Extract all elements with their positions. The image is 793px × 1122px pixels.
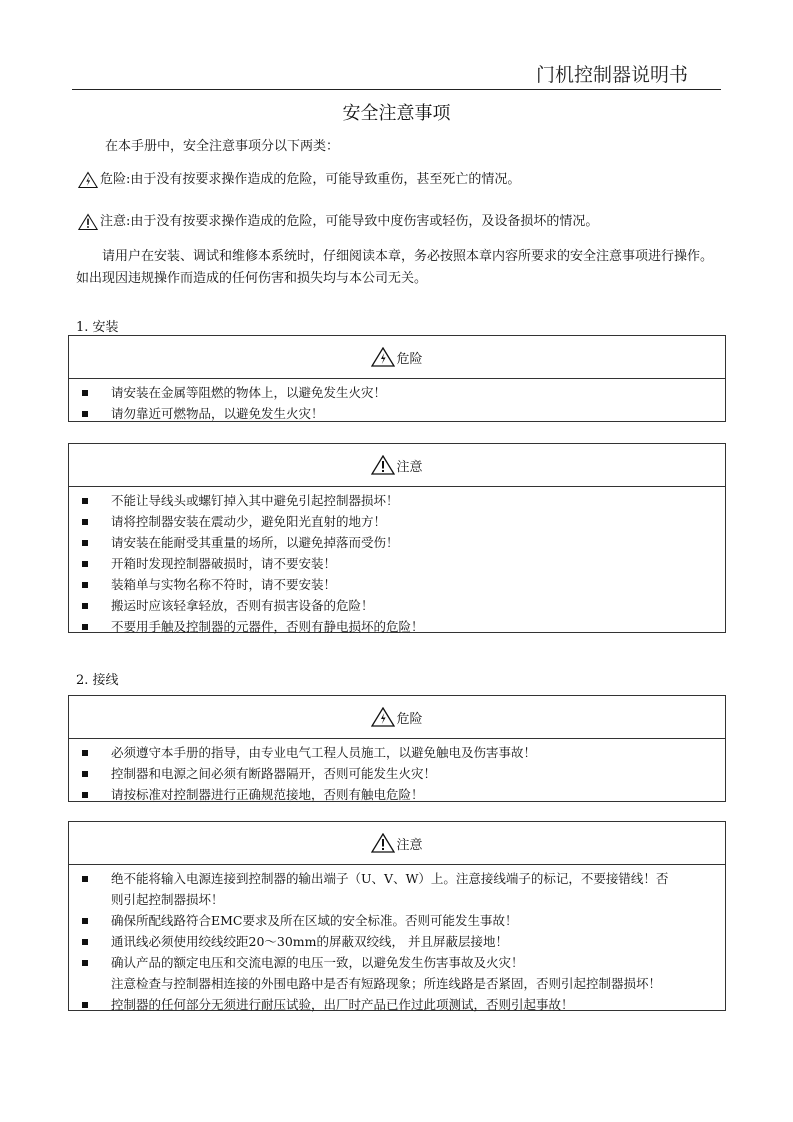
bullet-icon <box>82 771 88 777</box>
box-header <box>69 696 725 739</box>
install-caution-box <box>68 443 726 633</box>
list-item-text: 控制器的任何部分无须进行耐压试验，出厂时产品已作过此项测试，否则引起事故！ <box>111 997 574 1012</box>
box-label: 注意 <box>396 837 423 853</box>
list-item <box>69 574 725 595</box>
list-item <box>69 931 725 952</box>
list-item <box>69 763 725 784</box>
list-item <box>69 382 725 403</box>
list-item <box>69 868 725 910</box>
install-danger-box <box>68 335 726 422</box>
body-paragraph: 请用户在安装、调试和维修本系统时，仔细阅读本章，务必按照本章内容所要求的安全注意事项进行操作。如出现因违规操作而造成的任何伤害和损失均与本公司无关。 <box>76 249 714 286</box>
bullet-icon <box>82 411 88 417</box>
caution-definition <box>78 212 598 232</box>
list-item-text: 请将控制器安装在震动少，避免阳光直射的地方！ <box>111 514 387 529</box>
box-header <box>69 336 725 379</box>
list-item-text: 控制器和电源之间必须有断路器隔开，否则可能发生火灾！ <box>111 766 437 781</box>
bullet-icon <box>82 390 88 396</box>
item-list <box>69 865 725 1017</box>
bullet-icon <box>82 603 88 609</box>
list-item <box>69 553 725 574</box>
box-header <box>69 822 725 865</box>
bullet-icon <box>82 792 88 798</box>
bullet-icon <box>82 939 88 945</box>
wiring-danger-box <box>68 695 726 802</box>
bullet-icon <box>82 561 88 567</box>
list-item-text: 请安装在金属等阻燃的物体上，以避免发生火灾！ <box>111 385 387 400</box>
caution-label: 注意 <box>100 214 127 229</box>
box-header <box>69 444 725 487</box>
header-title: 门机控制器说明书 <box>535 64 688 86</box>
danger-warning-icon <box>78 171 98 189</box>
caution-warning-icon <box>371 455 395 475</box>
list-item-text: 请按标准对控制器进行正确规范接地，否则有触电危险！ <box>111 787 424 802</box>
list-item-text: 请勿靠近可燃物品，以避免发生火灾！ <box>111 406 324 421</box>
list-item-text: 不要用手触及控制器的元器件，否则有静电损坏的危险！ <box>111 619 424 634</box>
list-item-text: 确认产品的额定电压和交流电源的电压一致，以避免发生伤害事故及火灾！ <box>111 955 524 970</box>
list-item <box>69 511 725 532</box>
section-heading-install: 1. 安装 <box>76 320 119 335</box>
bullet-icon <box>82 960 88 966</box>
bullet-icon <box>82 624 88 630</box>
list-item-text: 开箱时发现控制器破损时，请不要安装！ <box>111 556 337 571</box>
box-label: 注意 <box>396 459 423 475</box>
box-label: 危险 <box>396 351 423 367</box>
list-item-text: 不能让导线头或螺钉掉入其中避免引起控制器损坏！ <box>111 493 399 508</box>
bullet-icon <box>82 918 88 924</box>
danger-definition <box>78 170 520 190</box>
list-item <box>69 994 725 1015</box>
bullet-icon <box>82 540 88 546</box>
bullet-icon <box>82 498 88 504</box>
list-item <box>69 616 725 637</box>
list-item-text: 则引起控制器损坏！ <box>111 892 224 907</box>
caution-text: :由于没有按要求操作造成的危险，可能导致中度伤害或轻伤，及设备损坏的情况。 <box>126 214 599 229</box>
danger-warning-icon <box>371 707 395 727</box>
danger-warning-icon <box>371 347 395 367</box>
list-item-text: 通讯线必须使用绞线绞距20～30mm的屏蔽双绞线， 并且屏蔽层接地！ <box>111 934 508 949</box>
list-item <box>69 403 725 424</box>
list-item-text: 请安装在能耐受其重量的场所，以避免掉落而受伤！ <box>111 535 399 550</box>
item-list <box>69 739 725 807</box>
caution-warning-icon <box>371 833 395 853</box>
list-item-text: 确保所配线路符合EMC要求及所在区域的安全标准。否则可能发生事故！ <box>111 913 518 928</box>
list-item <box>69 742 725 763</box>
list-item-text: 装箱单与实物名称不符时，请不要安装！ <box>111 577 337 592</box>
bullet-icon <box>82 750 88 756</box>
list-item <box>69 490 725 511</box>
list-item <box>69 952 725 994</box>
bullet-icon <box>82 876 88 882</box>
caution-warning-icon <box>78 213 98 231</box>
list-item <box>69 595 725 616</box>
header-rule <box>72 89 721 90</box>
list-item-text: 必须遵守本手册的指导，由专业电气工程人员施工，以避免触电及伤害事故！ <box>111 745 537 760</box>
list-item <box>69 784 725 805</box>
danger-label: 危险 <box>100 172 127 187</box>
box-label: 危险 <box>396 711 423 727</box>
bullet-icon <box>82 582 88 588</box>
list-item-text: 注意检查与控制器相连接的外围电路中是否有短路现象；所连线路是否紧固，否则引起控制器损坏！ <box>111 976 662 991</box>
intro-text: 在本手册中，安全注意事项分以下两类： <box>105 139 340 154</box>
wiring-caution-box <box>68 821 726 1011</box>
bullet-icon <box>82 1002 88 1008</box>
item-list <box>69 379 725 426</box>
danger-text: :由于没有按要求操作造成的危险，可能导致重伤，甚至死亡的情况。 <box>126 172 521 187</box>
list-item <box>69 532 725 553</box>
item-list <box>69 487 725 639</box>
page-title: 安全注意事项 <box>342 103 451 124</box>
section-heading-wiring: 2. 接线 <box>76 673 119 688</box>
list-item <box>69 910 725 931</box>
bullet-icon <box>82 519 88 525</box>
list-item-text: 绝不能将输入电源连接到控制器的输出端子（U、V、W）上。注意接线端子的标记，不要接错线！否 <box>111 871 669 886</box>
list-item-text: 搬运时应该轻拿轻放，否则有损害设备的危险！ <box>111 598 374 613</box>
